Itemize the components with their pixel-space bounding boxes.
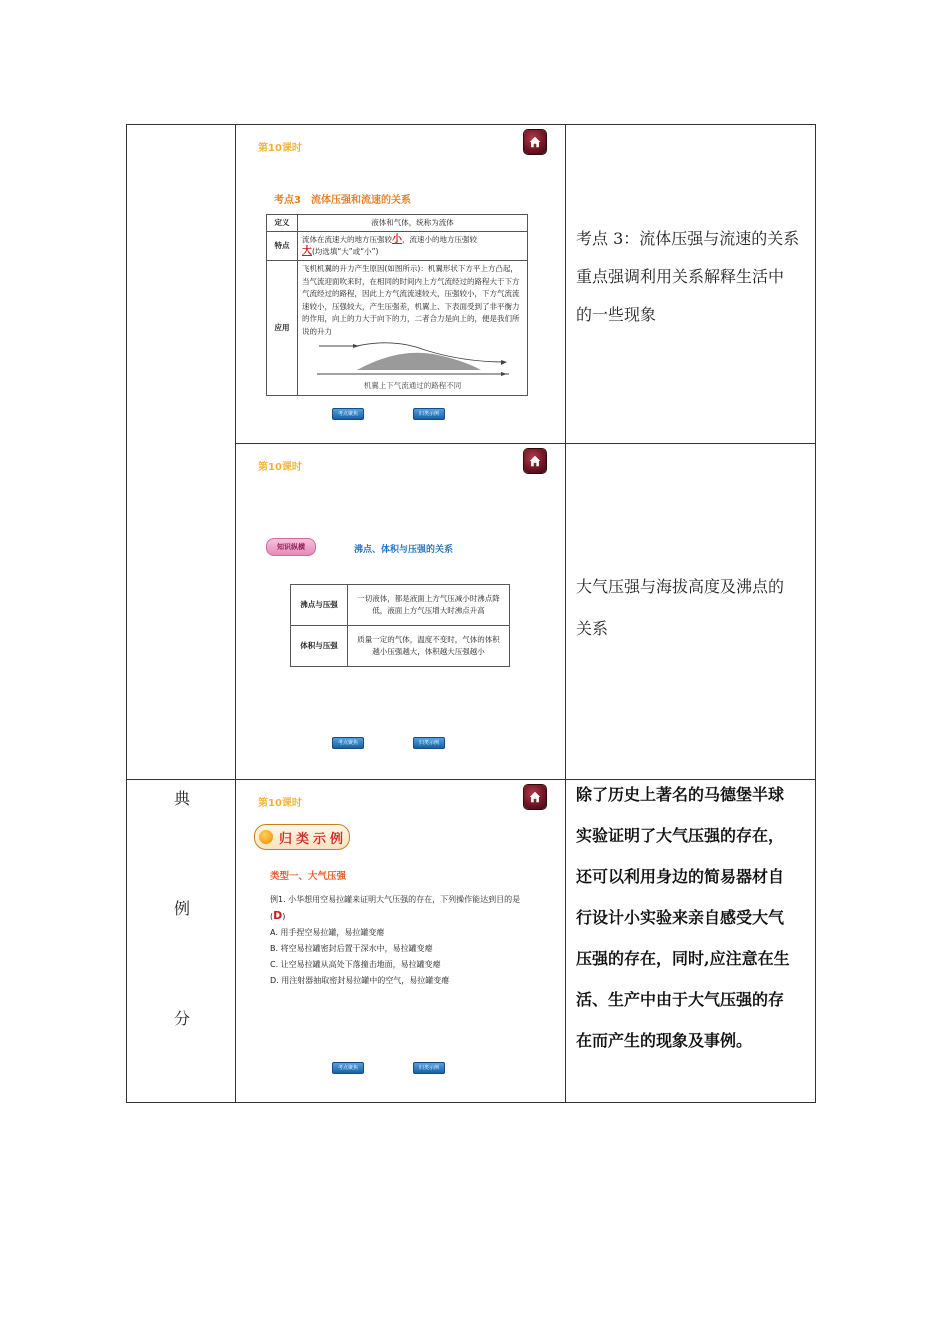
answer-letter: D	[273, 909, 283, 922]
table-row	[267, 232, 528, 261]
note-line: 的一些现象	[576, 305, 657, 324]
home-icon	[528, 454, 542, 468]
boiling-table	[290, 584, 510, 667]
nav-prev-label: 考点聚焦	[337, 411, 358, 417]
nav-prev-button[interactable]	[332, 1062, 364, 1074]
nav-prev-label: 考点聚焦	[337, 740, 358, 746]
note-line: 压强的存在，同时,应注意在生	[576, 949, 790, 968]
row-key: 体积与压强	[291, 626, 348, 667]
home-button[interactable]	[524, 130, 546, 154]
right-note-2	[576, 566, 812, 650]
note-line: 大气压强与海拔高度及沸点的	[576, 577, 785, 596]
knowledge-pill: 知识纵横	[266, 538, 316, 556]
option-d: D. 用注射器抽取密封易拉罐中的空气，易拉罐变瘪	[270, 976, 450, 985]
note-line: 重点强调利用关系解释生活中	[576, 267, 785, 286]
question-text: 例1. 小华想用空易拉罐来证明大气压强的存在，下列操作能达到目的是(	[270, 895, 521, 921]
table-row	[291, 626, 510, 667]
note-line: 活、生产中由于大气压强的存	[576, 990, 785, 1009]
left-char-2: 例	[174, 899, 191, 918]
option-b: B. 将空易拉罐密封后置于深水中，易拉罐变瘪	[270, 944, 433, 953]
nav-next-label: 归类示例	[418, 411, 439, 417]
row-value: 一切液体，都是液面上方气压减小时沸点降低，液面上方气压增大时沸点升高	[348, 585, 510, 626]
table-row	[291, 585, 510, 626]
slide-course-label: 第10课时	[258, 798, 302, 809]
nav-next-label: 归类示例	[418, 1065, 439, 1071]
row-value: 液体和气体，统称为流体	[298, 215, 528, 232]
slide-boiling-volume	[236, 444, 565, 779]
row-key: 特点	[267, 232, 298, 261]
slide-course-label: 第10课时	[258, 143, 302, 154]
blank-answer-2: 大	[302, 246, 312, 257]
capsule-dot-icon	[259, 830, 273, 844]
nav-next-button[interactable]	[413, 408, 445, 420]
right-note-1	[576, 220, 812, 334]
type-title: 类型一、大气压强	[270, 871, 347, 882]
home-button[interactable]	[524, 785, 546, 809]
left-char-1: 典	[174, 789, 191, 808]
note-line: 在而产生的现象及事例。	[576, 1031, 753, 1050]
wing-diagram	[313, 340, 513, 378]
note-line: 还可以利用身边的简易器材自	[576, 867, 785, 886]
row-value: 质量一定的气体，温度不变时，气体的体积越小压强越大，体积越大压强越小	[348, 626, 510, 667]
slide-course-label: 第10课时	[258, 462, 302, 473]
nav-prev-button[interactable]	[332, 737, 364, 749]
application-text: 飞机机翼的升力产生原因(如图所示)：机翼形状下方平上方凸起，当气流迎面吹来时，在相同的时间内上方气流经过的路程大于下方气流经过的路程，因此上方气流流速较大，压强较小，下方气流流速较小，压强较大，产生压强差，机翼上、下表面受到了非平衡力的作用，向上的力大于向下的力，二者合力是向上的，便是我们所说的升力	[302, 264, 520, 336]
capsule-label: 归类示例	[279, 831, 348, 847]
table-row	[267, 261, 528, 396]
home-button[interactable]	[524, 449, 546, 473]
row-value	[298, 232, 528, 261]
note-line: 除了历史上著名的马德堡半球	[576, 785, 785, 804]
slide-title: 考点3 流体压强和流速的关系	[274, 195, 411, 206]
trait-text-post: (均选填“大”或“小”)	[312, 247, 379, 256]
example-question	[270, 892, 526, 989]
note-line: 行设计小实验来亲自感受大气	[576, 908, 785, 927]
blank-answer-1: 小	[392, 234, 402, 245]
row-key: 定义	[267, 215, 298, 232]
fluid-table	[266, 214, 528, 396]
row-key: 沸点与压强	[291, 585, 348, 626]
table-row	[267, 215, 528, 232]
home-icon	[528, 135, 542, 149]
slide-fluid-pressure	[236, 125, 565, 443]
nav-next-button[interactable]	[413, 1062, 445, 1074]
slide-examples	[236, 780, 565, 1102]
nav-next-button[interactable]	[413, 737, 445, 749]
column-divider-2	[565, 124, 566, 1103]
nav-prev-button[interactable]	[332, 408, 364, 420]
note-line: 实验证明了大气压强的存在，	[576, 826, 785, 845]
left-char-3: 分	[174, 1009, 191, 1028]
option-c: C. 让空易拉罐从高处下落撞击地面，易拉罐变瘪	[270, 960, 441, 969]
option-a: A. 用手捏空易拉罐，易拉罐变瘪	[270, 928, 385, 937]
home-icon	[528, 790, 542, 804]
examples-capsule	[254, 824, 350, 850]
trait-text-pre: 流体在流速大的地方压强较	[302, 235, 392, 244]
question-end: )	[282, 912, 286, 921]
wing-caption: 机翼上下气流通过的路程不同	[363, 381, 462, 390]
nav-next-label: 归类示例	[418, 740, 439, 746]
slide-title: 沸点、体积与压强的关系	[354, 545, 454, 555]
note-line: 考点 3：流体压强与流速的关系	[576, 229, 800, 248]
row-value	[298, 261, 528, 396]
trait-text-mid: ，流速小的地方压强较	[402, 235, 477, 244]
row-key: 应用	[267, 261, 298, 396]
note-line: 关系	[576, 619, 609, 638]
right-note-3	[576, 774, 812, 1061]
nav-prev-label: 考点聚焦	[337, 1065, 358, 1071]
